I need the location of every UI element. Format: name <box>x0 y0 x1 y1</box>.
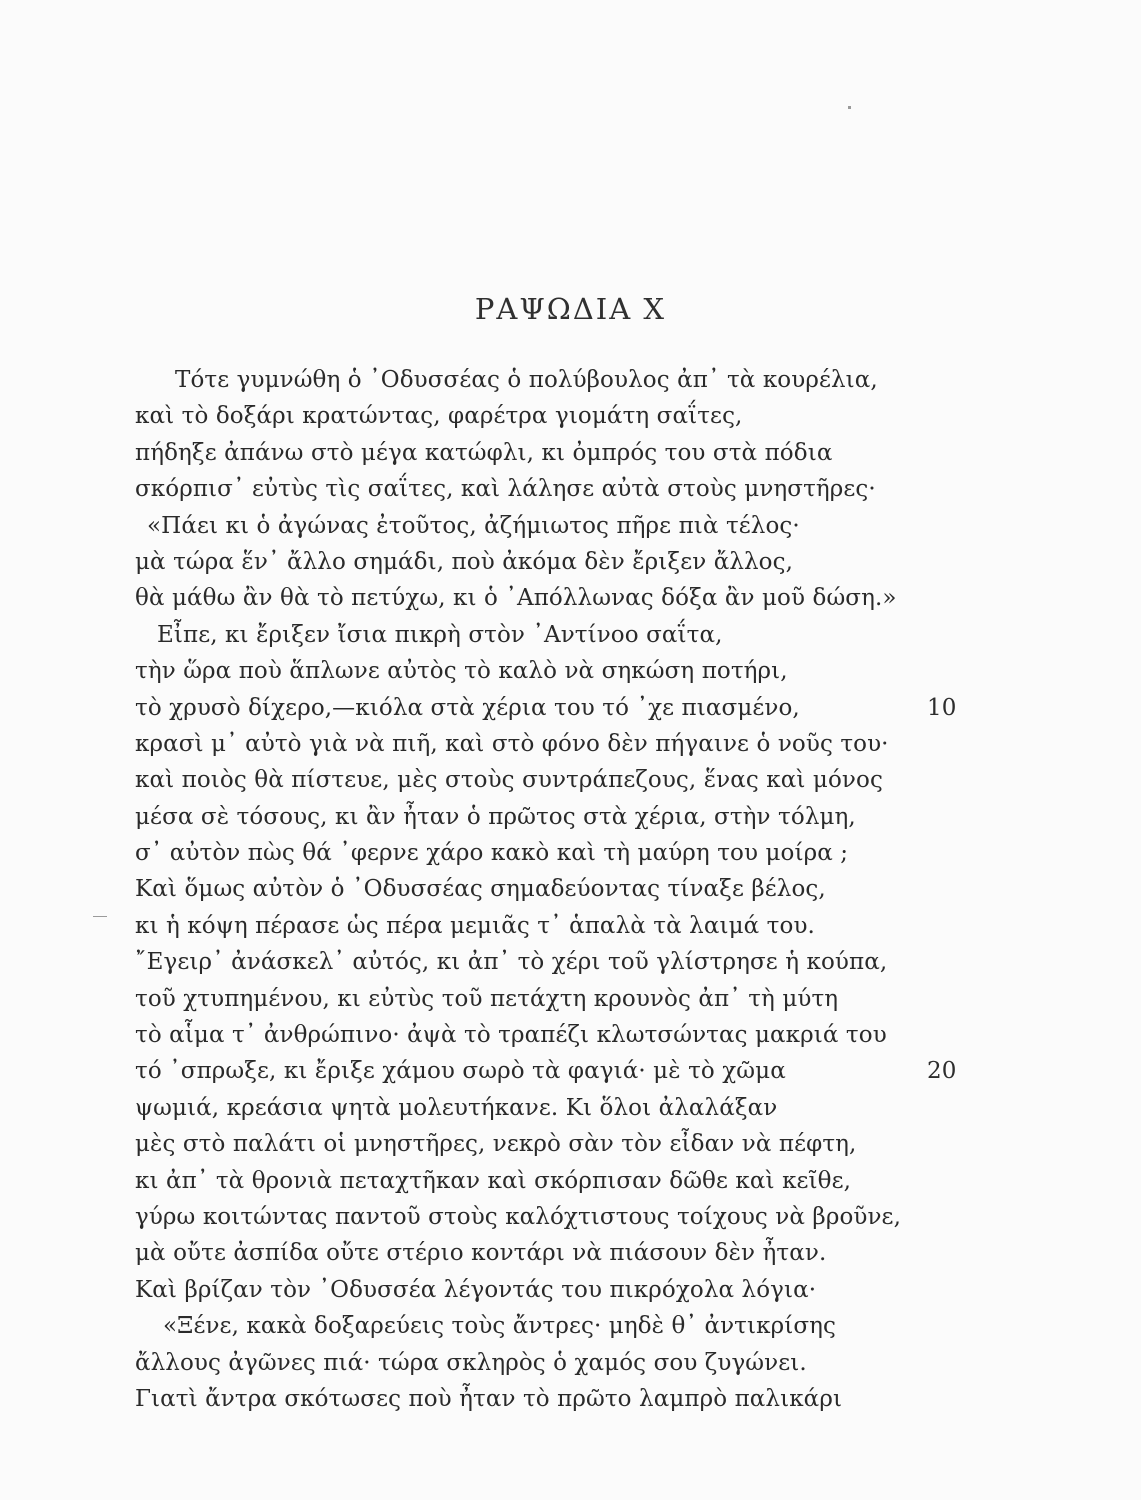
verse-line-text: κι ἡ κόψη πέρασε ὡς πέρα μεμιᾶς τ᾿ ἁπαλὰ τὰ λαιμά του. <box>135 912 815 939</box>
verse-line <box>135 1163 985 1199</box>
verse-line <box>135 508 985 544</box>
verse-line-text: «Ξένε, κακὰ δοξαρεύεις τοὺς ἄντρες· μηδὲ θ᾿ ἀντικρίσης <box>163 1313 836 1340</box>
page-speck <box>93 916 107 917</box>
verse-line <box>135 835 985 871</box>
verse-line <box>135 544 985 580</box>
verse-line <box>135 981 985 1017</box>
verse-line <box>135 471 985 507</box>
verse-line <box>135 1126 985 1162</box>
verse-line <box>135 1345 985 1381</box>
verse-line <box>135 580 985 616</box>
verse-line <box>135 799 985 835</box>
verse-line-text: «Πάει κι ὁ ἀγώνας ἐτοῦτος, ἀζήμιωτος πῆρε πιὰ τέλος· <box>147 512 800 539</box>
verse-line <box>135 617 985 653</box>
verse-line-text: μὰ τώρα ἕν᾿ ἄλλο σημάδι, ποὺ ἀκόμα δὲν ἔριξεν ἄλλος, <box>135 548 794 575</box>
verse-line-text: Καὶ ὅμως αὐτὸν ὁ ᾿Οδυσσέας σημαδεύοντας τίναξε βέλος, <box>135 876 826 903</box>
verse-line-text: μὰ οὔτε ἀσπίδα οὔτε στέριο κοντάρι νὰ πιάσουν δὲν ἦταν. <box>135 1240 827 1267</box>
verse-line <box>135 1090 985 1126</box>
verse-line <box>135 944 985 980</box>
verse-line-text: Καὶ βρίζαν τὸν ᾿Οδυσσέα λέγοντάς του πικρόχολα λόγια· <box>135 1276 817 1303</box>
verse-line <box>135 726 985 762</box>
verse-line-text: Γιατὶ ἄντρα σκότωσες ποὺ ἦταν τὸ πρῶτο λαμπρὸ παλικάρι <box>135 1385 843 1412</box>
verse-line <box>135 1235 985 1271</box>
verse-line-text: ἄλλους ἀγῶνες πιά· τώρα σκληρὸς ὁ χαμός σου ζυγώνει. <box>135 1349 807 1376</box>
verse-block <box>135 362 985 1417</box>
verse-line <box>135 762 985 798</box>
verse-line <box>135 653 985 689</box>
verse-line <box>135 908 985 944</box>
verse-line <box>135 1381 985 1417</box>
verse-line <box>135 871 985 907</box>
verse-line-text: τό ᾿σπρωξε, κι ἔριξε χάμου σωρὸ τὰ φαγιά· μὲ τὸ χῶμα <box>135 1058 786 1085</box>
verse-line-text: καὶ τὸ δοξάρι κρατώντας, φαρέτρα γιομάτη σαΐτες, <box>135 403 743 430</box>
verse-line <box>135 1199 985 1235</box>
line-number: 20 <box>927 1058 957 1085</box>
verse-line <box>135 1308 985 1344</box>
verse-line-text: τὸ αἷμα τ᾿ ἀνθρώπινο· ἀψὰ τὸ τραπέζι κλωτσώντας μακριά του <box>135 1022 887 1049</box>
verse-line <box>135 1272 985 1308</box>
verse-line <box>135 1053 985 1089</box>
verse-line-text: ψωμιά, κρεάσια ψητὰ μολευτήκανε. Κι ὅλοι ἀλαλάξαν <box>135 1094 778 1121</box>
page-speck <box>848 106 851 109</box>
verse-line-text: θὰ μάθω ἂν θὰ τὸ πετύχω, κι ὁ ᾿Απόλλωνας δόξα ἂν μοῦ δώση.» <box>135 585 897 612</box>
verse-line-text: ῎Εγειρ᾿ ἀνάσκελ᾿ αὐτός, κι ἀπ᾿ τὸ χέρι τοῦ γλίστρησε ἡ κούπα, <box>135 949 888 976</box>
verse-line-text: Τότε γυμνώθη ὁ ᾿Οδυσσέας ὁ πολύβουλος ἀπ᾿ τὰ κουρέλια, <box>175 367 878 393</box>
chapter-title: ΡΑΨΩΔΙΑ Χ <box>474 292 667 326</box>
verse-line <box>135 362 985 398</box>
verse-line <box>135 690 985 726</box>
verse-line <box>135 398 985 434</box>
verse-line-text: μὲς στὸ παλάτι οἱ μνηστῆρες, νεκρὸ σὰν τὸν εἶδαν νὰ πέφτη, <box>135 1131 857 1158</box>
verse-line-text: πήδηξε ἀπάνω στὸ μέγα κατώφλι, κι ὀμπρός του στὰ πόδια <box>135 439 833 466</box>
verse-line-text: τὴν ὥρα ποὺ ἅπλωνε αὐτὸς τὸ καλὸ νὰ σηκώση ποτήρι, <box>135 658 788 685</box>
verse-line-text: καὶ ποιὸς θὰ πίστευε, μὲς στοὺς συντράπεζους, ἕνας καὶ μόνος <box>135 767 883 794</box>
verse-line-text: Εἶπε, κι ἔριξεν ἴσια πικρὴ στὸν ᾿Αντίνοο σαΐτα, <box>157 621 723 648</box>
verse-line-text: τοῦ χτυπημένου, κι εὐτὺς τοῦ πετάχτη κρουνὸς ἀπ᾿ τὴ μύτη <box>135 985 839 1012</box>
verse-line <box>135 1017 985 1053</box>
verse-line <box>135 435 985 471</box>
verse-line-text: σ᾿ αὐτὸν πὼς θά ᾿φερνε χάρο κακὸ καὶ τὴ μαύρη του μοίρα ; <box>135 840 849 867</box>
verse-line-text: τὸ χρυσὸ δίχερο,—κιόλα στὰ χέρια του τό ᾿χε πιασμένο, <box>135 694 800 721</box>
verse-line-text: κι ἀπ᾿ τὰ θρονιὰ πεταχτῆκαν καὶ σκόρπισαν δῶθε καὶ κεῖθε, <box>135 1167 852 1194</box>
verse-line-text: κρασὶ μ᾿ αὐτὸ γιὰ νὰ πιῆ, καὶ στὸ φόνο δὲν πήγαινε ὁ νοῦς του· <box>135 730 889 757</box>
verse-line-text: γύρω κοιτώντας παντοῦ στοὺς καλόχτιστους τοίχους νὰ βροῦνε, <box>135 1203 901 1230</box>
verse-line-text: σκόρπισ᾿ εὐτὺς τὶς σαΐτες, καὶ λάλησε αὐτὰ στοὺς μνηστῆρες· <box>135 476 876 503</box>
verse-line-text: μέσα σὲ τόσους, κι ἂν ἦταν ὁ πρῶτος στὰ χέρια, στὴν τόλμη, <box>135 803 856 830</box>
line-number: 10 <box>927 694 957 721</box>
